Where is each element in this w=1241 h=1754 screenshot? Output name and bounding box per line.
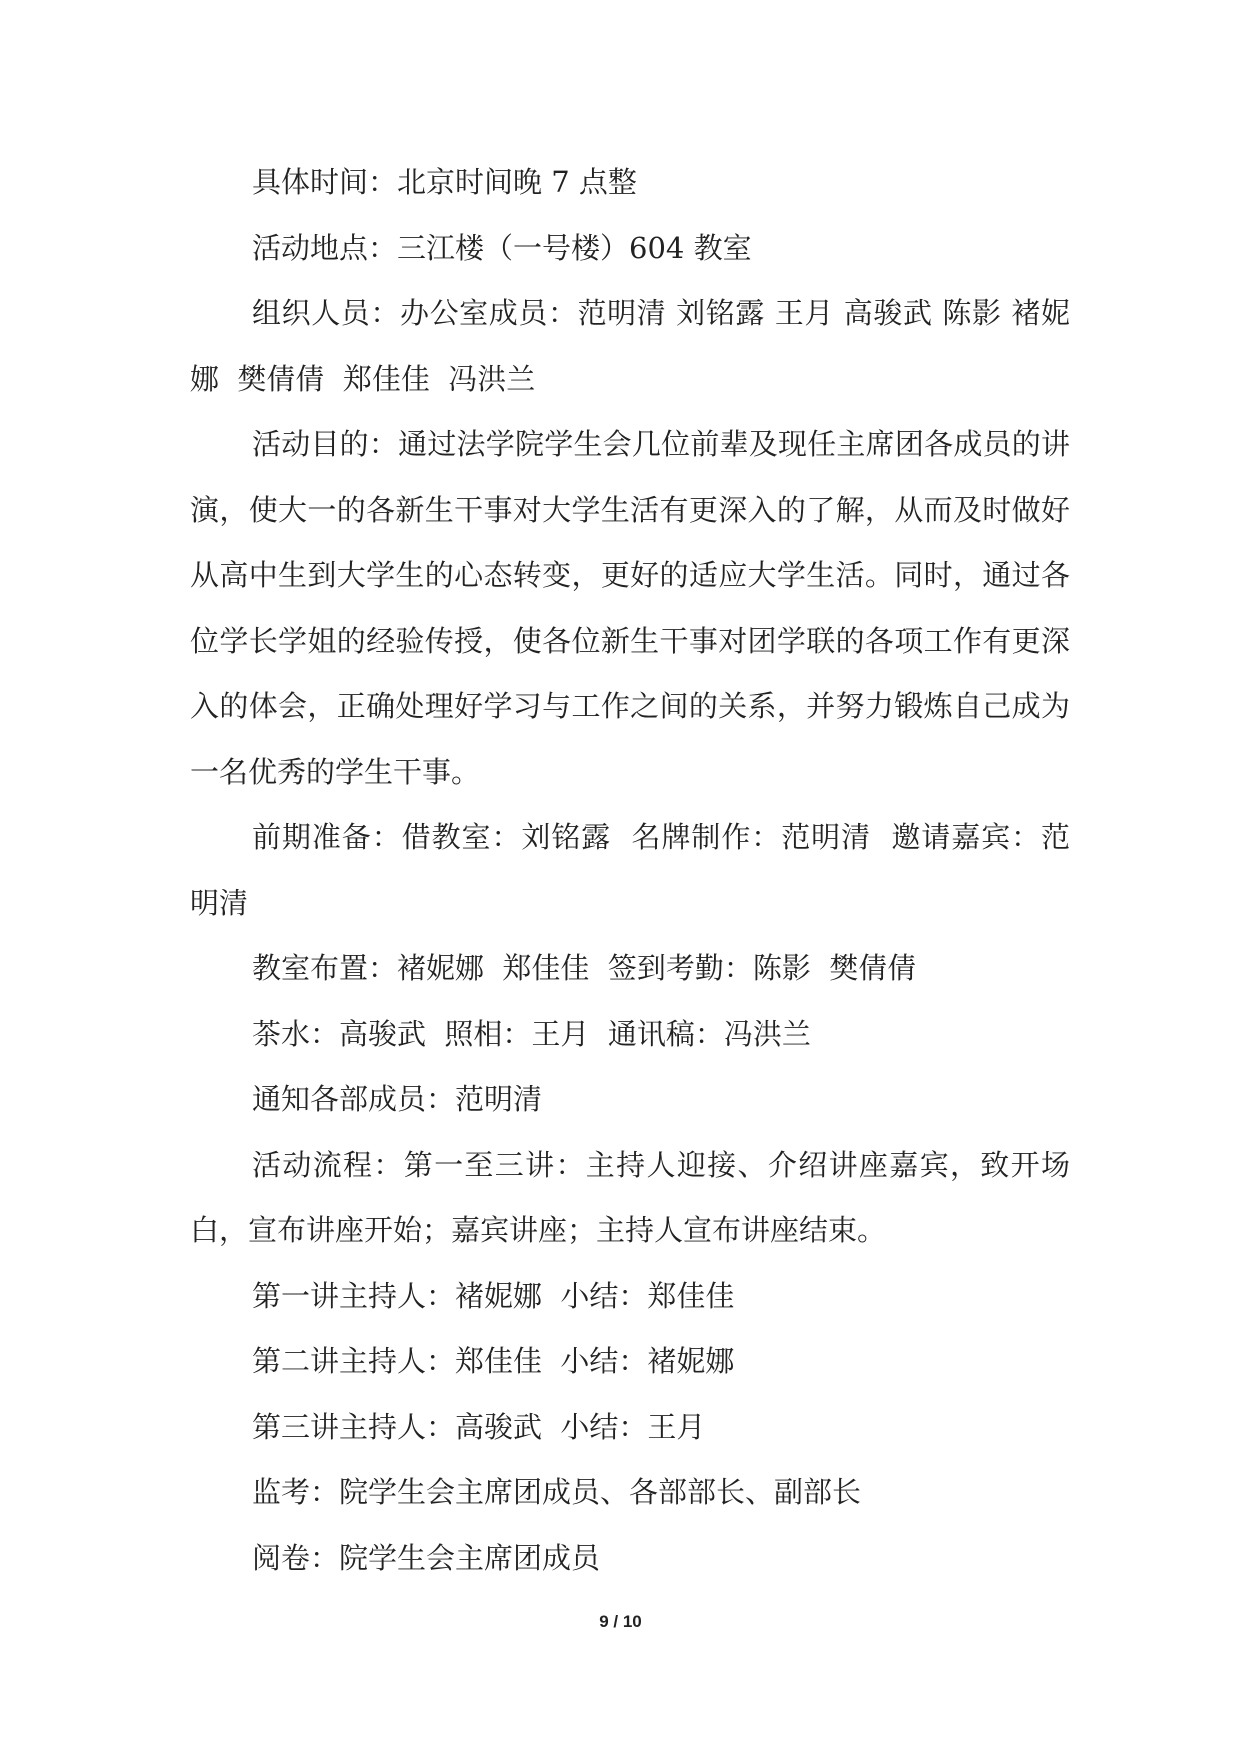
paragraph-classroom-setup: 教室布置：褚妮娜 郑佳佳 签到考勤：陈影 樊倩倩 xyxy=(252,951,917,985)
paragraph-time: 具体时间：北京时间晚 7 点整 xyxy=(252,165,637,199)
paragraph-lecture-2: 第二讲主持人：郑佳佳 小结：褚妮娜 xyxy=(252,1344,735,1378)
paragraph-lecture-3: 第三讲主持人：高骏武 小结：王月 xyxy=(252,1409,706,1444)
paragraph-process: 活动流程：第一至三讲：主持人迎接、介绍讲座嘉宾，致开场白，宣布讲座开始；嘉宾讲座；主持人宣布讲座结束。 xyxy=(190,1147,1070,1247)
paragraph-purpose: 活动目的：通过法学院学生会几位前辈及现任主席团各成员的讲演，使大一的各新生干事对大学生活有更深入的了解，从而及时做好从高中生到大学生的心态转变，更好的适应大学生活。同时，通过各位学长学姐的经验传授，使各位新生干事对团学联的各项工作有更深入的体会，正确处理好学习与工作之间的关系，并努力锻炼自己成为一名优秀的学生干事。 xyxy=(190,427,1070,789)
paragraph-lecture-1: 第一讲主持人：褚妮娜 小结：郑佳佳 xyxy=(252,1278,735,1313)
document-body xyxy=(190,150,1070,1591)
paragraph-tea-photo: 茶水：高骏武 照相：王月 通讯稿：冯洪兰 xyxy=(252,1016,811,1051)
paragraph-location: 活动地点：三江楼（一号楼）604 教室 xyxy=(252,230,752,265)
paragraph-notify: 通知各部成员：范明清 xyxy=(252,1082,543,1116)
paragraph-organizers: 组织人员：办公室成员：范明清 刘铭露 王月 高骏武 陈影 褚妮娜 樊倩倩 郑佳佳 冯洪兰 xyxy=(190,296,1070,396)
paragraph-preparation: 前期准备：借教室：刘铭露 名牌制作：范明清 邀请嘉宾：范明清 xyxy=(190,820,1070,920)
page-number: 9 / 10 xyxy=(599,1612,642,1631)
paragraph-invigilation: 监考：院学生会主席团成员、各部部长、副部长 xyxy=(252,1475,862,1509)
paragraph-marking: 阅卷：院学生会主席团成员 xyxy=(252,1540,601,1575)
